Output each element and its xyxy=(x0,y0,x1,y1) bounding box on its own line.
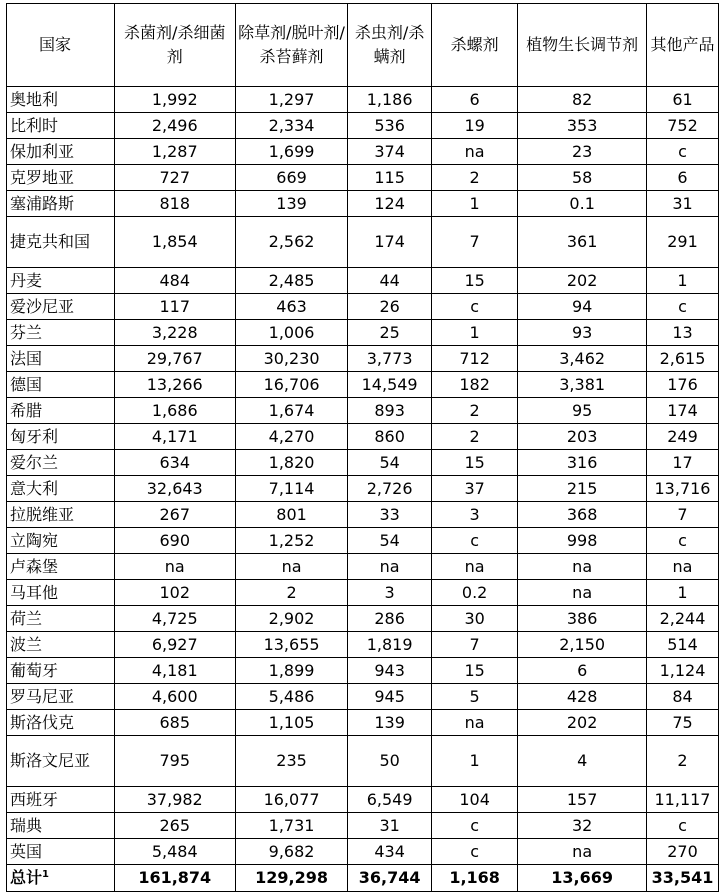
value-cell: na xyxy=(518,839,647,865)
header-growth-regulators: 植物生长调节剂 xyxy=(518,4,647,87)
value-cell: 6,549 xyxy=(348,787,432,813)
value-cell: 13,655 xyxy=(235,632,347,658)
value-cell: 54 xyxy=(348,450,432,476)
value-cell: 13 xyxy=(646,320,718,346)
country-cell: 芬兰 xyxy=(7,320,115,346)
country-cell: 匈牙利 xyxy=(7,424,115,450)
value-cell: 1,686 xyxy=(114,398,235,424)
total-value: 13,669 xyxy=(518,865,647,892)
value-cell: 669 xyxy=(235,165,347,191)
value-cell: na xyxy=(518,554,647,580)
value-cell: 2 xyxy=(646,736,718,787)
header-fungicides: 杀菌剂/杀细菌剂 xyxy=(114,4,235,87)
value-cell: 353 xyxy=(518,113,647,139)
country-cell: 希腊 xyxy=(7,398,115,424)
value-cell: 2,150 xyxy=(518,632,647,658)
value-cell: 2,485 xyxy=(235,268,347,294)
value-cell: 5,486 xyxy=(235,684,347,710)
value-cell: c xyxy=(646,139,718,165)
table-row xyxy=(7,684,719,710)
table-row xyxy=(7,632,719,658)
value-cell: 291 xyxy=(646,217,718,268)
value-cell: 1,297 xyxy=(235,87,347,113)
value-cell: 2,334 xyxy=(235,113,347,139)
value-cell: c xyxy=(431,528,517,554)
table-row xyxy=(7,476,719,502)
value-cell: 157 xyxy=(518,787,647,813)
value-cell: 484 xyxy=(114,268,235,294)
value-cell: 202 xyxy=(518,268,647,294)
table-row xyxy=(7,320,719,346)
value-cell: na xyxy=(646,554,718,580)
table-row xyxy=(7,580,719,606)
pesticide-sales-table xyxy=(6,3,719,892)
total-value: 33,541 xyxy=(646,865,718,892)
value-cell: 361 xyxy=(518,217,647,268)
value-cell: na xyxy=(431,554,517,580)
header-row xyxy=(7,4,719,87)
value-cell: 3 xyxy=(348,580,432,606)
country-cell: 卢森堡 xyxy=(7,554,115,580)
country-cell: 保加利亚 xyxy=(7,139,115,165)
value-cell: 2,902 xyxy=(235,606,347,632)
table-row xyxy=(7,710,719,736)
value-cell: c xyxy=(646,294,718,320)
value-cell: 82 xyxy=(518,87,647,113)
value-cell: 434 xyxy=(348,839,432,865)
header-country: 国家 xyxy=(7,4,115,87)
value-cell: 7 xyxy=(431,217,517,268)
value-cell: 93 xyxy=(518,320,647,346)
value-cell: 1,186 xyxy=(348,87,432,113)
table-row xyxy=(7,113,719,139)
country-cell: 塞浦路斯 xyxy=(7,191,115,217)
value-cell: 15 xyxy=(431,268,517,294)
value-cell: 270 xyxy=(646,839,718,865)
table-row xyxy=(7,268,719,294)
value-cell: 19 xyxy=(431,113,517,139)
value-cell: 25 xyxy=(348,320,432,346)
value-cell: 536 xyxy=(348,113,432,139)
value-cell: 795 xyxy=(114,736,235,787)
value-cell: 2,244 xyxy=(646,606,718,632)
value-cell: 61 xyxy=(646,87,718,113)
value-cell: 1,992 xyxy=(114,87,235,113)
table-row xyxy=(7,502,719,528)
value-cell: 4,725 xyxy=(114,606,235,632)
value-cell: 2 xyxy=(431,165,517,191)
value-cell: 316 xyxy=(518,450,647,476)
header-herbicides: 除草剂/脱叶剂/杀苔藓剂 xyxy=(235,4,347,87)
value-cell: 203 xyxy=(518,424,647,450)
value-cell: 1,731 xyxy=(235,813,347,839)
value-cell: na xyxy=(518,580,647,606)
country-cell: 捷克共和国 xyxy=(7,217,115,268)
country-cell: 拉脱维亚 xyxy=(7,502,115,528)
value-cell: 30,230 xyxy=(235,346,347,372)
value-cell: 286 xyxy=(348,606,432,632)
table-row xyxy=(7,372,719,398)
value-cell: 17 xyxy=(646,450,718,476)
value-cell: 4,181 xyxy=(114,658,235,684)
value-cell: 30 xyxy=(431,606,517,632)
value-cell: 54 xyxy=(348,528,432,554)
value-cell: 3,381 xyxy=(518,372,647,398)
value-cell: c xyxy=(431,813,517,839)
total-value: 129,298 xyxy=(235,865,347,892)
table-body xyxy=(7,87,719,865)
value-cell: na xyxy=(431,139,517,165)
value-cell: na xyxy=(431,710,517,736)
country-cell: 法国 xyxy=(7,346,115,372)
value-cell: 11,117 xyxy=(646,787,718,813)
value-cell: 1 xyxy=(646,580,718,606)
value-cell: 2 xyxy=(431,398,517,424)
value-cell: 727 xyxy=(114,165,235,191)
value-cell: 176 xyxy=(646,372,718,398)
value-cell: 104 xyxy=(431,787,517,813)
value-cell: 945 xyxy=(348,684,432,710)
value-cell: 428 xyxy=(518,684,647,710)
value-cell: 102 xyxy=(114,580,235,606)
value-cell: 374 xyxy=(348,139,432,165)
value-cell: 7 xyxy=(646,502,718,528)
value-cell: 37 xyxy=(431,476,517,502)
value-cell: 712 xyxy=(431,346,517,372)
table-row xyxy=(7,450,719,476)
value-cell: 139 xyxy=(235,191,347,217)
country-cell: 葡萄牙 xyxy=(7,658,115,684)
value-cell: c xyxy=(646,813,718,839)
value-cell: 9,682 xyxy=(235,839,347,865)
value-cell: 1,699 xyxy=(235,139,347,165)
value-cell: 75 xyxy=(646,710,718,736)
value-cell: 94 xyxy=(518,294,647,320)
value-cell: 95 xyxy=(518,398,647,424)
value-cell: 6 xyxy=(518,658,647,684)
value-cell: c xyxy=(646,528,718,554)
country-cell: 英国 xyxy=(7,839,115,865)
value-cell: 29,767 xyxy=(114,346,235,372)
total-row xyxy=(7,865,719,892)
value-cell: 2,562 xyxy=(235,217,347,268)
value-cell: 368 xyxy=(518,502,647,528)
value-cell: 1,105 xyxy=(235,710,347,736)
country-cell: 荷兰 xyxy=(7,606,115,632)
value-cell: 31 xyxy=(646,191,718,217)
value-cell: 2,496 xyxy=(114,113,235,139)
header-molluscicides: 杀螺剂 xyxy=(431,4,517,87)
table-row xyxy=(7,87,719,113)
value-cell: 7,114 xyxy=(235,476,347,502)
value-cell: 1,252 xyxy=(235,528,347,554)
value-cell: 2 xyxy=(235,580,347,606)
value-cell: 26 xyxy=(348,294,432,320)
value-cell: 13,716 xyxy=(646,476,718,502)
value-cell: 634 xyxy=(114,450,235,476)
value-cell: 818 xyxy=(114,191,235,217)
table-row xyxy=(7,606,719,632)
table-row xyxy=(7,787,719,813)
country-cell: 瑞典 xyxy=(7,813,115,839)
value-cell: 3 xyxy=(431,502,517,528)
value-cell: 2,726 xyxy=(348,476,432,502)
country-cell: 斯洛伐克 xyxy=(7,710,115,736)
total-label: 总计 xyxy=(10,868,43,887)
value-cell: 1 xyxy=(431,736,517,787)
value-cell: 1,124 xyxy=(646,658,718,684)
value-cell: 690 xyxy=(114,528,235,554)
value-cell: 1,854 xyxy=(114,217,235,268)
value-cell: 1,006 xyxy=(235,320,347,346)
table-row xyxy=(7,554,719,580)
value-cell: 249 xyxy=(646,424,718,450)
value-cell: 202 xyxy=(518,710,647,736)
country-cell: 西班牙 xyxy=(7,787,115,813)
total-value: 161,874 xyxy=(114,865,235,892)
value-cell: 4,270 xyxy=(235,424,347,450)
value-cell: 267 xyxy=(114,502,235,528)
value-cell: 4 xyxy=(518,736,647,787)
table-row xyxy=(7,139,719,165)
value-cell: 386 xyxy=(518,606,647,632)
value-cell: na xyxy=(348,554,432,580)
value-cell: 13,266 xyxy=(114,372,235,398)
value-cell: 16,077 xyxy=(235,787,347,813)
value-cell: 0.1 xyxy=(518,191,647,217)
country-cell: 波兰 xyxy=(7,632,115,658)
value-cell: na xyxy=(235,554,347,580)
country-cell: 爱沙尼亚 xyxy=(7,294,115,320)
header-insecticides: 杀虫剂/杀螨剂 xyxy=(348,4,432,87)
country-cell: 马耳他 xyxy=(7,580,115,606)
value-cell: 463 xyxy=(235,294,347,320)
value-cell: 182 xyxy=(431,372,517,398)
value-cell: 1,674 xyxy=(235,398,347,424)
total-footnote: 1 xyxy=(42,869,49,880)
value-cell: 943 xyxy=(348,658,432,684)
table-row xyxy=(7,839,719,865)
table-row xyxy=(7,658,719,684)
value-cell: 0.2 xyxy=(431,580,517,606)
value-cell: 174 xyxy=(646,398,718,424)
value-cell: 3,773 xyxy=(348,346,432,372)
total-label-cell xyxy=(7,865,115,892)
value-cell: 265 xyxy=(114,813,235,839)
value-cell: 801 xyxy=(235,502,347,528)
value-cell: 23 xyxy=(518,139,647,165)
value-cell: 2 xyxy=(431,424,517,450)
value-cell: 4,171 xyxy=(114,424,235,450)
value-cell: 2,615 xyxy=(646,346,718,372)
country-cell: 意大利 xyxy=(7,476,115,502)
country-cell: 罗马尼亚 xyxy=(7,684,115,710)
value-cell: 1,899 xyxy=(235,658,347,684)
value-cell: 44 xyxy=(348,268,432,294)
value-cell: 84 xyxy=(646,684,718,710)
value-cell: 860 xyxy=(348,424,432,450)
value-cell: 685 xyxy=(114,710,235,736)
value-cell: 235 xyxy=(235,736,347,787)
value-cell: 33 xyxy=(348,502,432,528)
value-cell: 50 xyxy=(348,736,432,787)
country-cell: 立陶宛 xyxy=(7,528,115,554)
table-row xyxy=(7,217,719,268)
value-cell: 3,228 xyxy=(114,320,235,346)
value-cell: 4,600 xyxy=(114,684,235,710)
value-cell: 215 xyxy=(518,476,647,502)
country-cell: 斯洛文尼亚 xyxy=(7,736,115,787)
value-cell: 32 xyxy=(518,813,647,839)
value-cell: 174 xyxy=(348,217,432,268)
value-cell: 15 xyxy=(431,658,517,684)
value-cell: 124 xyxy=(348,191,432,217)
country-cell: 爱尔兰 xyxy=(7,450,115,476)
value-cell: 6 xyxy=(646,165,718,191)
header-other-products: 其他产品 xyxy=(646,4,718,87)
value-cell: 37,982 xyxy=(114,787,235,813)
value-cell: 16,706 xyxy=(235,372,347,398)
value-cell: 1,819 xyxy=(348,632,432,658)
value-cell: 31 xyxy=(348,813,432,839)
total-value: 1,168 xyxy=(431,865,517,892)
value-cell: 3,462 xyxy=(518,346,647,372)
value-cell: 32,643 xyxy=(114,476,235,502)
value-cell: c xyxy=(431,839,517,865)
value-cell: 514 xyxy=(646,632,718,658)
value-cell: 115 xyxy=(348,165,432,191)
table-row xyxy=(7,165,719,191)
value-cell: 117 xyxy=(114,294,235,320)
value-cell: 893 xyxy=(348,398,432,424)
country-cell: 比利时 xyxy=(7,113,115,139)
table-row xyxy=(7,191,719,217)
value-cell: 1,820 xyxy=(235,450,347,476)
country-cell: 丹麦 xyxy=(7,268,115,294)
table-row xyxy=(7,398,719,424)
table-row xyxy=(7,294,719,320)
value-cell: 139 xyxy=(348,710,432,736)
total-value: 36,744 xyxy=(348,865,432,892)
value-cell: 6 xyxy=(431,87,517,113)
value-cell: 5,484 xyxy=(114,839,235,865)
value-cell: 15 xyxy=(431,450,517,476)
value-cell: 1 xyxy=(431,191,517,217)
value-cell: 58 xyxy=(518,165,647,191)
table-row xyxy=(7,528,719,554)
value-cell: 6,927 xyxy=(114,632,235,658)
value-cell: 1 xyxy=(431,320,517,346)
value-cell: 752 xyxy=(646,113,718,139)
table-row xyxy=(7,424,719,450)
value-cell: c xyxy=(431,294,517,320)
pesticide-table-container xyxy=(6,3,719,892)
value-cell: 1,287 xyxy=(114,139,235,165)
country-cell: 克罗地亚 xyxy=(7,165,115,191)
value-cell: 7 xyxy=(431,632,517,658)
value-cell: 1 xyxy=(646,268,718,294)
value-cell: 5 xyxy=(431,684,517,710)
table-row xyxy=(7,736,719,787)
value-cell: 14,549 xyxy=(348,372,432,398)
table-row xyxy=(7,346,719,372)
value-cell: na xyxy=(114,554,235,580)
value-cell: 998 xyxy=(518,528,647,554)
country-cell: 奥地利 xyxy=(7,87,115,113)
country-cell: 德国 xyxy=(7,372,115,398)
table-row xyxy=(7,813,719,839)
